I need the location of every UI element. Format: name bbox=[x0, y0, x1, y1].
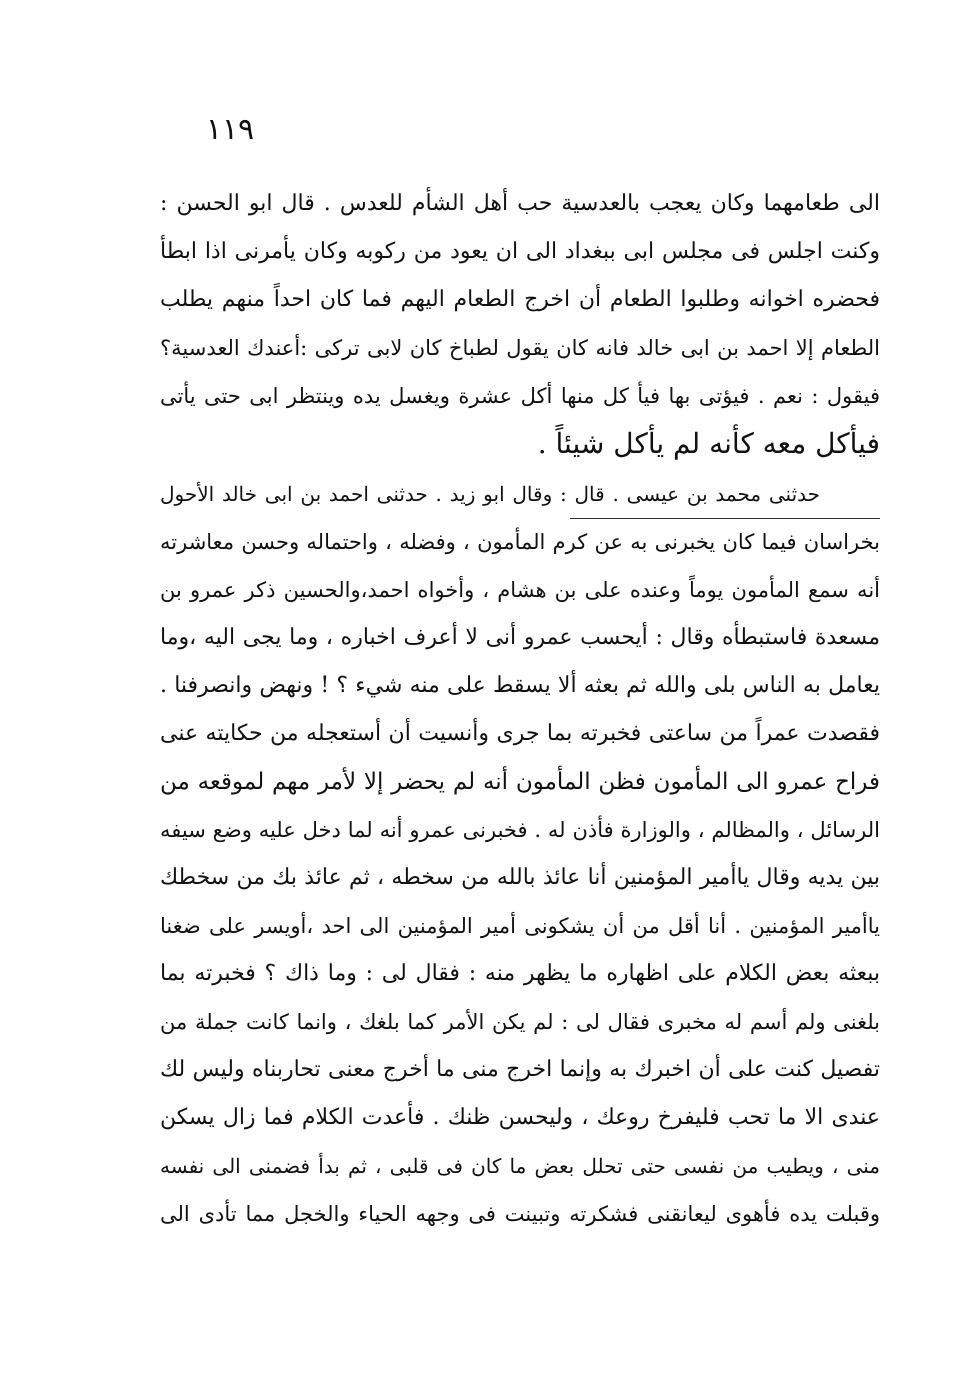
text-line: بخراسان فيما كان يخبرنى به عن كرم المأمون ، وفضله ، واحتماله وحسن معاشرته bbox=[160, 530, 880, 554]
paragraph-2 bbox=[160, 470, 880, 1238]
text-line: تفصيل كنت على أن اخبرك به وإنما اخرج منى ما أخرج معنى تحاربناه وليس لك bbox=[160, 1057, 880, 1082]
text-line: منى ، ويطيب من نفسى حتى تحلل بعض ما كان فى قلبى ، ثم بدأ فضمنى الى نفسه bbox=[160, 1154, 880, 1178]
text-line: يعامل به الناس بلى والله ثم بعثه ألا يسقط على منه شيء ؟ ! ونهض وانصرفنا . bbox=[160, 673, 880, 698]
text-line: الى طعامهما وكان يعجب بالعدسية حب أهل الشأم للعدس . قال ابو الحسن : bbox=[160, 191, 880, 216]
text-line: ببعثه بعض الكلام على اظهاره ما يظهر منه : فقال لى : وما ذاك ؟ فخبرته بما bbox=[160, 961, 880, 986]
text-line: حدثنى محمد بن عيسى . قال : وقال ابو زيد . حدثنى احمد بن ابى خالد الأحول bbox=[160, 482, 820, 506]
text-line: الرسائل ، والمظالم ، والوزارة فأذن له . فخبرنى عمرو أنه لما دخل عليه وضع سيفه bbox=[160, 818, 880, 842]
text-line: فيقول : نعم . فيؤتى بها فيأ كل منها أكل عشرة ويغسل يده وينتظر ابى حتى يأتى bbox=[160, 384, 880, 408]
text-line: مسعدة فاستبطأه وقال : أيحسب عمرو أنى لا أعرف اخباره ، وما يجى اليه ،وما bbox=[160, 625, 880, 650]
text-line: وكنت اجلس فى مجلس ابى ببغداد الى ان يعود من ركوبه وكان يأمرنى اذا ابطأ bbox=[160, 239, 880, 264]
text-line: أنه سمع المأمون يوماً وعنده على بن هشام ، وأخواه احمد،والحسين ذكر عمرو بن bbox=[160, 578, 880, 602]
text-line: بلغنى ولم أسم له مخبرى فقال لى : لم يكن الأمر كما بلغك ، وانما كانت جملة من bbox=[160, 1010, 880, 1034]
text-line: بين يديه وقال ياأمير المؤمنين أنا عائذ بالله من سخطه ، ثم عائذ بك من سخطك bbox=[160, 865, 880, 890]
text-line: فيأكل معه كأنه لم يأكل شيئاً . bbox=[537, 427, 880, 460]
text-line: وقبلت يده فأهوى ليعانقنى فشكرته وتبينت فى وجهه الحياء والخجل مما تأدى الى bbox=[160, 1202, 880, 1226]
text-line: فقصدت عمراً من ساعتى فخبرته بما جرى وأنسيت أن أستعجله من حكايته عنى bbox=[160, 721, 880, 746]
text-line: عندى الا ما تحب فليفرخ روعك ، وليحسن ظنك . فأعدت الكلام فما زال يسكن bbox=[160, 1105, 880, 1130]
text-line: ياأمير المؤمنين . أنا أقل من أن يشكونى أمير المؤمنين الى احد ،أويسر على ضغنا bbox=[160, 914, 880, 938]
paragraph-1 bbox=[160, 180, 880, 468]
text-line: الطعام إلا احمد بن ابى خالد فانه كان يقول لطباخ كان لابى تركى :أعندك العدسية؟ bbox=[160, 336, 880, 360]
text-line: فراح عمرو الى المأمون فظن المأمون أنه لم يحضر إلا لأمر مهم لموقعه من bbox=[160, 769, 880, 795]
text-line: فحضره اخوانه وطلبوا الطعام أن اخرج الطعام اليهم فما كان احداً منهم يطلب bbox=[160, 287, 880, 312]
page-number: ١١٩ bbox=[205, 112, 255, 147]
